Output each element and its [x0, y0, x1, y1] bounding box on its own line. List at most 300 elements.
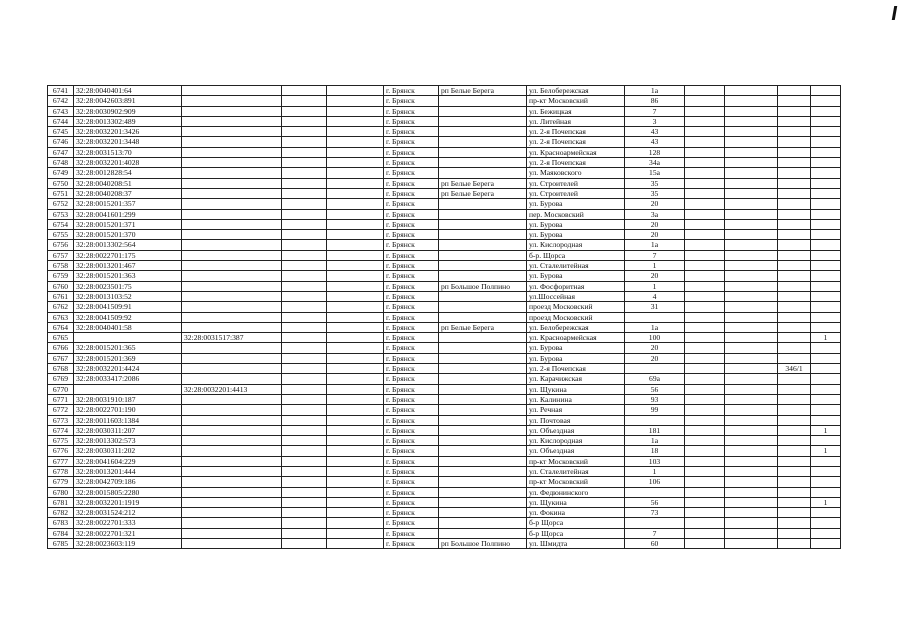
blank-col-c-cell [685, 106, 725, 116]
row-number-cell: 6785 [48, 539, 74, 549]
table-row [48, 312, 841, 322]
street-cell: ул. Сталелитейная [527, 466, 625, 476]
blank-col-a-cell [282, 487, 327, 497]
row-number-cell: 6759 [48, 271, 74, 281]
extra-flag-cell [811, 466, 841, 476]
blank-col-c-cell [685, 178, 725, 188]
blank-col-d-cell [725, 508, 778, 518]
cadastral-number-cell: 32:28:0032201:3448 [74, 137, 182, 147]
blank-col-a-cell [282, 364, 327, 374]
street-cell: ул. Объездная [527, 446, 625, 456]
street-cell: ул. Кислородная [527, 240, 625, 250]
table-row [48, 487, 841, 497]
house-number-cell: 103 [625, 456, 685, 466]
extra-flag-cell [811, 374, 841, 384]
cadastral-number-alt-cell [182, 528, 282, 538]
street-cell: проезд Московский [527, 312, 625, 322]
settlement-cell [439, 147, 527, 157]
blank-col-b-cell [327, 436, 384, 446]
blank-col-a-cell [282, 137, 327, 147]
blank-col-c-cell [685, 168, 725, 178]
house-number-cell: 4 [625, 291, 685, 301]
building-cell [778, 116, 811, 126]
cadastral-number-alt-cell [182, 199, 282, 209]
cadastral-number-cell: 32:28:0041604:229 [74, 456, 182, 466]
table-row [48, 240, 841, 250]
blank-col-d-cell [725, 405, 778, 415]
settlement-cell [439, 261, 527, 271]
extra-flag-cell [811, 322, 841, 332]
settlement-cell [439, 137, 527, 147]
city-cell: г. Брянск [384, 425, 439, 435]
blank-col-c-cell [685, 312, 725, 322]
building-cell [778, 487, 811, 497]
building-cell [778, 415, 811, 425]
settlement-cell [439, 384, 527, 394]
house-number-cell: 128 [625, 147, 685, 157]
blank-col-d-cell [725, 291, 778, 301]
cadastral-number-cell: 32:28:0022701:175 [74, 250, 182, 260]
cadastral-number-cell: 32:28:0013302:573 [74, 436, 182, 446]
blank-col-a-cell [282, 312, 327, 322]
blank-col-a-cell [282, 394, 327, 404]
blank-col-a-cell [282, 219, 327, 229]
house-number-cell: 1 [625, 466, 685, 476]
extra-flag-cell [811, 508, 841, 518]
cadastral-number-alt-cell [182, 96, 282, 106]
blank-col-c-cell [685, 425, 725, 435]
blank-col-c-cell [685, 343, 725, 353]
row-number-cell: 6743 [48, 106, 74, 116]
cadastral-number-alt-cell [182, 415, 282, 425]
blank-col-d-cell [725, 147, 778, 157]
blank-col-c-cell [685, 528, 725, 538]
building-cell [778, 250, 811, 260]
street-cell: ул. Красноармейская [527, 333, 625, 343]
table-row [48, 116, 841, 126]
street-cell: ул. Строителей [527, 178, 625, 188]
blank-col-d-cell [725, 528, 778, 538]
blank-col-a-cell [282, 291, 327, 301]
table-row [48, 425, 841, 435]
house-number-cell [625, 364, 685, 374]
street-cell: ул. Щукина [527, 384, 625, 394]
extra-flag-cell [811, 178, 841, 188]
settlement-cell [439, 477, 527, 487]
blank-col-d-cell [725, 312, 778, 322]
table-row [48, 374, 841, 384]
blank-col-c-cell [685, 188, 725, 198]
blank-col-a-cell [282, 127, 327, 137]
settlement-cell [439, 415, 527, 425]
settlement-cell [439, 353, 527, 363]
table-row [48, 508, 841, 518]
building-cell [778, 466, 811, 476]
blank-col-a-cell [282, 446, 327, 456]
street-cell: ул. Объездная [527, 425, 625, 435]
blank-col-d-cell [725, 281, 778, 291]
cadastral-number-alt-cell: 32:28:0031517:387 [182, 333, 282, 343]
building-cell [778, 291, 811, 301]
extra-flag-cell [811, 116, 841, 126]
table-row [48, 436, 841, 446]
house-number-cell: 69а [625, 374, 685, 384]
row-number-cell: 6784 [48, 528, 74, 538]
blank-col-b-cell [327, 446, 384, 456]
settlement-cell [439, 199, 527, 209]
cadastral-number-alt-cell [182, 209, 282, 219]
blank-col-b-cell [327, 219, 384, 229]
blank-col-b-cell [327, 415, 384, 425]
cadastral-number-alt-cell [182, 168, 282, 178]
row-number-cell: 6771 [48, 394, 74, 404]
blank-col-a-cell [282, 199, 327, 209]
blank-col-c-cell [685, 456, 725, 466]
city-cell: г. Брянск [384, 436, 439, 446]
extra-flag-cell [811, 168, 841, 178]
blank-col-d-cell [725, 127, 778, 137]
building-cell [778, 199, 811, 209]
extra-flag-cell [811, 364, 841, 374]
building-cell [778, 281, 811, 291]
city-cell: г. Брянск [384, 261, 439, 271]
house-number-cell: 18 [625, 446, 685, 456]
house-number-cell: 20 [625, 353, 685, 363]
blank-col-d-cell [725, 219, 778, 229]
street-cell: ул. Карачижская [527, 374, 625, 384]
blank-col-b-cell [327, 364, 384, 374]
cadastral-number-alt-cell [182, 425, 282, 435]
table-row [48, 539, 841, 549]
city-cell: г. Брянск [384, 343, 439, 353]
blank-col-a-cell [282, 168, 327, 178]
cadastral-number-cell: 32:28:0022701:321 [74, 528, 182, 538]
house-number-cell: 181 [625, 425, 685, 435]
blank-col-b-cell [327, 456, 384, 466]
table-row [48, 178, 841, 188]
cadastral-number-cell: 32:28:0015201:357 [74, 199, 182, 209]
table-row [48, 322, 841, 332]
row-number-cell: 6776 [48, 446, 74, 456]
blank-col-b-cell [327, 158, 384, 168]
extra-flag-cell [811, 312, 841, 322]
street-cell: ул. Речная [527, 405, 625, 415]
settlement-cell [439, 425, 527, 435]
extra-flag-cell [811, 127, 841, 137]
cadastral-number-cell: 32:28:0015201:365 [74, 343, 182, 353]
blank-col-d-cell [725, 230, 778, 240]
blank-col-c-cell [685, 405, 725, 415]
extra-flag-cell [811, 415, 841, 425]
house-number-cell: 1а [625, 436, 685, 446]
extra-flag-cell [811, 106, 841, 116]
extra-flag-cell [811, 302, 841, 312]
blank-col-b-cell [327, 178, 384, 188]
cadastral-number-cell: 32:28:0032201:3426 [74, 127, 182, 137]
table-row [48, 405, 841, 415]
city-cell: г. Брянск [384, 271, 439, 281]
row-number-cell: 6782 [48, 508, 74, 518]
blank-col-a-cell [282, 415, 327, 425]
cadastral-number-cell: 32:28:0015201:363 [74, 271, 182, 281]
street-cell: ул. Шмидта [527, 539, 625, 549]
settlement-cell [439, 230, 527, 240]
blank-col-d-cell [725, 322, 778, 332]
street-cell: ул. Белобережская [527, 86, 625, 96]
blank-col-c-cell [685, 364, 725, 374]
street-cell: ул. Калинина [527, 394, 625, 404]
row-number-cell: 6780 [48, 487, 74, 497]
blank-col-b-cell [327, 188, 384, 198]
blank-col-b-cell [327, 394, 384, 404]
blank-col-d-cell [725, 374, 778, 384]
table-row [48, 271, 841, 281]
blank-col-a-cell [282, 456, 327, 466]
city-cell: г. Брянск [384, 508, 439, 518]
building-cell [778, 178, 811, 188]
extra-flag-cell [811, 240, 841, 250]
row-number-cell: 6749 [48, 168, 74, 178]
blank-col-b-cell [327, 528, 384, 538]
table-row [48, 96, 841, 106]
cadastral-number-alt-cell [182, 436, 282, 446]
building-cell [778, 147, 811, 157]
cadastral-number-alt-cell [182, 322, 282, 332]
row-number-cell: 6783 [48, 518, 74, 528]
settlement-cell: рп Большое Полпино [439, 539, 527, 549]
blank-col-b-cell [327, 539, 384, 549]
blank-col-d-cell [725, 302, 778, 312]
table-row [48, 168, 841, 178]
row-number-cell: 6755 [48, 230, 74, 240]
blank-col-d-cell [725, 271, 778, 281]
building-cell [778, 508, 811, 518]
table-row [48, 209, 841, 219]
blank-col-a-cell [282, 261, 327, 271]
settlement-cell [439, 333, 527, 343]
building-cell [778, 384, 811, 394]
building-cell [778, 322, 811, 332]
cadastral-number-cell: 32:28:0013302:489 [74, 116, 182, 126]
cadastral-number-alt-cell [182, 508, 282, 518]
building-cell [778, 230, 811, 240]
city-cell: г. Брянск [384, 487, 439, 497]
building-cell [778, 106, 811, 116]
blank-col-c-cell [685, 353, 725, 363]
blank-col-b-cell [327, 281, 384, 291]
blank-col-a-cell [282, 230, 327, 240]
blank-col-b-cell [327, 199, 384, 209]
table-row [48, 86, 841, 96]
cadastral-number-cell: 32:28:0030902:909 [74, 106, 182, 116]
blank-col-d-cell [725, 137, 778, 147]
settlement-cell [439, 291, 527, 301]
building-cell: 346/1 [778, 364, 811, 374]
row-number-cell: 6767 [48, 353, 74, 363]
settlement-cell [439, 446, 527, 456]
blank-col-a-cell [282, 539, 327, 549]
blank-col-a-cell [282, 405, 327, 415]
cadastral-number-alt-cell [182, 158, 282, 168]
extra-flag-cell: 1 [811, 333, 841, 343]
blank-col-d-cell [725, 188, 778, 198]
blank-col-a-cell [282, 178, 327, 188]
house-number-cell: 7 [625, 528, 685, 538]
street-cell: ул. Щукина [527, 497, 625, 507]
cadastral-number-cell: 32:28:0040401:58 [74, 322, 182, 332]
cadastral-number-alt-cell [182, 364, 282, 374]
building-cell [778, 436, 811, 446]
building-cell [778, 477, 811, 487]
blank-col-c-cell [685, 261, 725, 271]
table-row [48, 137, 841, 147]
blank-col-d-cell [725, 518, 778, 528]
city-cell: г. Брянск [384, 178, 439, 188]
blank-col-b-cell [327, 333, 384, 343]
house-number-cell: 3 [625, 116, 685, 126]
settlement-cell [439, 240, 527, 250]
row-number-cell: 6781 [48, 497, 74, 507]
blank-col-b-cell [327, 302, 384, 312]
row-number-cell: 6751 [48, 188, 74, 198]
blank-col-d-cell [725, 394, 778, 404]
row-number-cell: 6779 [48, 477, 74, 487]
building-cell [778, 261, 811, 271]
settlement-cell: рп Белые Берега [439, 86, 527, 96]
city-cell: г. Брянск [384, 353, 439, 363]
settlement-cell: рп Белые Берега [439, 322, 527, 332]
settlement-cell [439, 497, 527, 507]
cadastral-number-cell: 32:28:0032201:1919 [74, 497, 182, 507]
street-cell: проезд Московский [527, 302, 625, 312]
extra-flag-cell [811, 199, 841, 209]
blank-col-b-cell [327, 353, 384, 363]
blank-col-d-cell [725, 466, 778, 476]
blank-col-a-cell [282, 271, 327, 281]
house-number-cell: 1а [625, 86, 685, 96]
blank-col-b-cell [327, 106, 384, 116]
city-cell: г. Брянск [384, 322, 439, 332]
house-number-cell: 43 [625, 137, 685, 147]
blank-col-b-cell [327, 477, 384, 487]
table-row [48, 188, 841, 198]
cadastral-number-alt-cell [182, 230, 282, 240]
settlement-cell [439, 127, 527, 137]
settlement-cell [439, 487, 527, 497]
row-number-cell: 6769 [48, 374, 74, 384]
settlement-cell [439, 528, 527, 538]
city-cell: г. Брянск [384, 240, 439, 250]
row-number-cell: 6756 [48, 240, 74, 250]
cadastral-number-cell: 32:28:0033417:2086 [74, 374, 182, 384]
building-cell [778, 240, 811, 250]
extra-flag-cell: 1 [811, 497, 841, 507]
row-number-cell: 6744 [48, 116, 74, 126]
row-number-cell: 6747 [48, 147, 74, 157]
row-number-cell: 6761 [48, 291, 74, 301]
row-number-cell: 6775 [48, 436, 74, 446]
building-cell [778, 405, 811, 415]
street-cell: пр-кт Московский [527, 477, 625, 487]
cadastral-number-alt-cell [182, 405, 282, 415]
city-cell: г. Брянск [384, 219, 439, 229]
extra-flag-cell [811, 188, 841, 198]
blank-col-c-cell [685, 446, 725, 456]
settlement-cell [439, 250, 527, 260]
blank-col-a-cell [282, 353, 327, 363]
city-cell: г. Брянск [384, 312, 439, 322]
street-cell: ул. Белобережская [527, 322, 625, 332]
blank-col-d-cell [725, 178, 778, 188]
cadastral-number-alt-cell [182, 147, 282, 157]
blank-col-b-cell [327, 168, 384, 178]
cadastral-number-cell: 32:28:0015805:2280 [74, 487, 182, 497]
building-cell [778, 312, 811, 322]
blank-col-d-cell [725, 384, 778, 394]
cadastral-number-alt-cell [182, 281, 282, 291]
building-cell [778, 374, 811, 384]
extra-flag-cell [811, 539, 841, 549]
building-cell [778, 86, 811, 96]
blank-col-c-cell [685, 271, 725, 281]
blank-col-b-cell [327, 96, 384, 106]
city-cell: г. Брянск [384, 137, 439, 147]
extra-flag-cell [811, 394, 841, 404]
blank-col-c-cell [685, 518, 725, 528]
extra-flag-cell [811, 436, 841, 446]
extra-flag-cell: 1 [811, 446, 841, 456]
blank-col-b-cell [327, 322, 384, 332]
blank-col-d-cell [725, 96, 778, 106]
blank-col-c-cell [685, 86, 725, 96]
blank-col-b-cell [327, 487, 384, 497]
cadastral-number-cell: 32:28:0040401:64 [74, 86, 182, 96]
street-cell: ул. Фокина [527, 508, 625, 518]
table-row [48, 466, 841, 476]
blank-col-d-cell [725, 250, 778, 260]
settlement-cell [439, 96, 527, 106]
table-row [48, 261, 841, 271]
house-number-cell: 31 [625, 302, 685, 312]
table-row [48, 446, 841, 456]
house-number-cell: 1 [625, 281, 685, 291]
house-number-cell: 15а [625, 168, 685, 178]
blank-col-c-cell [685, 240, 725, 250]
table-row [48, 219, 841, 229]
extra-flag-cell [811, 230, 841, 240]
blank-col-d-cell [725, 116, 778, 126]
extra-flag-cell [811, 456, 841, 466]
city-cell: г. Брянск [384, 415, 439, 425]
cadastral-number-cell: 32:28:0015201:370 [74, 230, 182, 240]
cadastral-number-cell: 32:28:0042709:186 [74, 477, 182, 487]
city-cell: г. Брянск [384, 168, 439, 178]
street-cell: ул. Бурова [527, 230, 625, 240]
extra-flag-cell [811, 353, 841, 363]
house-number-cell: 20 [625, 219, 685, 229]
blank-col-c-cell [685, 415, 725, 425]
building-cell [778, 219, 811, 229]
blank-col-c-cell [685, 116, 725, 126]
blank-col-a-cell [282, 425, 327, 435]
table-row [48, 477, 841, 487]
blank-col-d-cell [725, 209, 778, 219]
extra-flag-cell [811, 86, 841, 96]
blank-col-a-cell [282, 250, 327, 260]
city-cell: г. Брянск [384, 209, 439, 219]
cadastral-number-alt-cell [182, 127, 282, 137]
cadastral-number-alt-cell [182, 466, 282, 476]
